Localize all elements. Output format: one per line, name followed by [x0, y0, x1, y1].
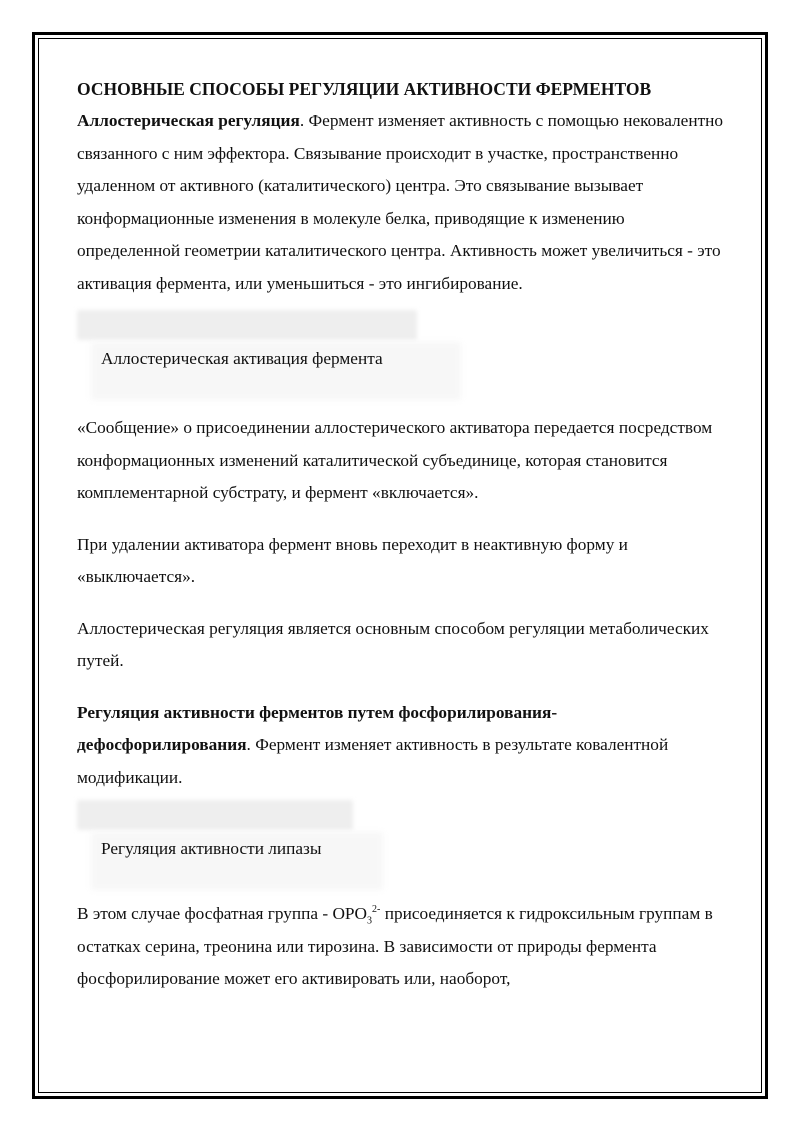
paragraph-removal: При удалении активатора фермент вновь переходит в неактивную форму и «выключается». — [77, 534, 628, 586]
figure-placeholder-bar — [77, 800, 353, 830]
figure-lipase-regulation — [77, 800, 727, 898]
term-phosphorylation: Регуляция активности ферментов путем фосфорилирования-дефосфорилирования — [77, 702, 558, 754]
phosphate-text-end: присоединяется к гидроксильным группам в остатках серина, треонина или тирозина. В зависимости от природы фермента фосфорилирование может его активировать или, наоборот, — [77, 904, 713, 988]
paragraph-main-method: Аллостерическая регуляция является основным способом регуляции метаболических путей. — [77, 618, 709, 670]
paragraph-allosteric — [77, 105, 727, 300]
document-body — [77, 73, 727, 996]
phosphorylation-text: . Фермент изменяет активность в результате ковалентной модификации. — [77, 735, 669, 787]
paragraph-phosphorylation — [77, 697, 727, 795]
allosteric-text: . Фермент изменяет активность с помощью нековалентно связанного с ним эффектора. Связывание происходит в участке, пространственно удаленном от активного (каталитического) центра. Это связывание вызывает конформационные изменения в молекуле белка, приводящие к изменению определенной геометрии каталитического центра. Активность может увеличиться - это активация фермента, или уменьшиться - это ингибирование. — [77, 111, 724, 293]
figure-caption: Регуляция активности липазы — [101, 839, 322, 858]
term-allosteric: Аллостерическая регуляция — [77, 111, 300, 130]
formula-subscript: 3 — [367, 915, 373, 927]
formula-superscript: 2- — [372, 904, 381, 916]
figure-placeholder-bar — [77, 310, 417, 340]
paragraph-phosphate-group — [77, 898, 727, 996]
document-title: ОСНОВНЫЕ СПОСОБЫ РЕГУЛЯЦИИ АКТИВНОСТИ ФЕРМЕНТОВ — [77, 79, 652, 99]
figure-allosteric-activation — [77, 310, 727, 406]
paragraph-message: «Сообщение» о присоединении аллостерического активатора передается посредством конформационных изменений каталитической субъединице, которая становится комплементарной субстрату, и фермент «включается». — [77, 418, 713, 502]
phosphate-text-start: В этом случае фосфатная группа - OPO — [77, 904, 368, 923]
figure-caption: Аллостерическая активация фермента — [101, 349, 383, 368]
